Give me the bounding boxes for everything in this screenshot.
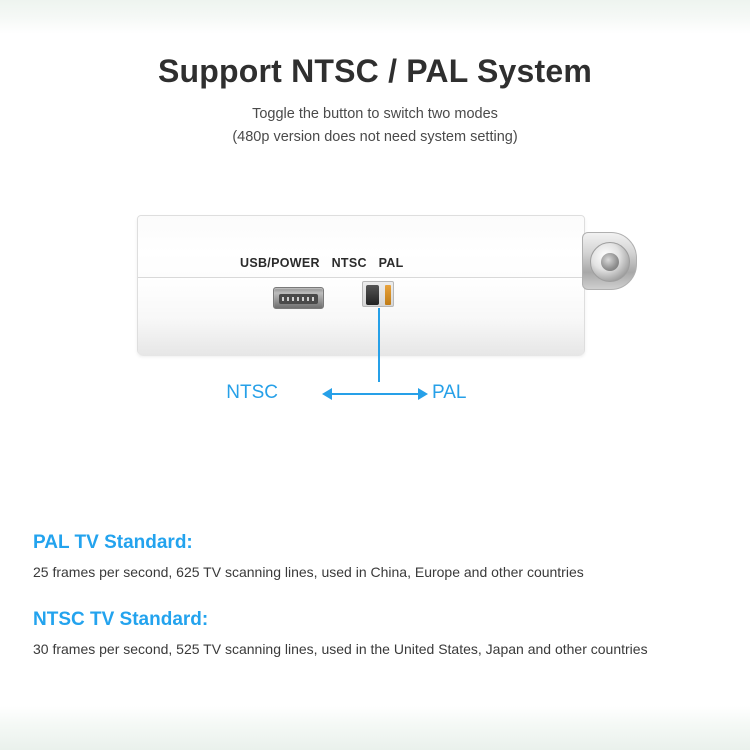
callout-label-pal: PAL	[432, 382, 467, 403]
callout-horizontal-line	[330, 393, 426, 395]
callout-vertical-line	[378, 308, 380, 382]
port-labels	[240, 256, 404, 270]
toggle-lever[interactable]	[366, 285, 379, 305]
bottom-gradient-band	[0, 706, 750, 750]
rca-center-hole	[601, 253, 619, 271]
label-pal: PAL	[378, 256, 404, 270]
subtitle-secondary: (480p version does not need system setting)	[232, 129, 518, 146]
label-usb-power: USB/POWER	[240, 256, 320, 270]
standards-info	[33, 532, 723, 658]
ntsc-standard-body: 30 frames per second, 525 TV scanning lines, used in the United States, Japan and other countries	[33, 641, 648, 658]
subtitle-primary: Toggle the button to switch two modes	[252, 106, 498, 123]
ntsc-pal-toggle-switch[interactable]	[362, 281, 394, 307]
ntsc-standard-heading: NTSC TV Standard:	[33, 609, 209, 631]
header	[0, 52, 750, 145]
usb-port-pins	[282, 297, 315, 301]
toggle-amber-indicator	[385, 285, 391, 305]
label-ntsc: NTSC	[331, 256, 367, 270]
arrow-right-icon	[418, 388, 428, 400]
pal-standard-body: 25 frames per second, 625 TV scanning lines, used in China, Europe and other countries	[33, 564, 584, 580]
rca-connector	[582, 232, 637, 290]
arrow-left-icon	[322, 388, 332, 400]
mini-usb-port-icon	[273, 287, 324, 309]
callout-label-ntsc: NTSC	[226, 382, 278, 403]
page-title: Support NTSC / PAL System	[157, 53, 593, 89]
switch-callout	[0, 308, 750, 428]
device-illustration	[0, 196, 750, 436]
pal-standard-heading: PAL TV Standard:	[33, 532, 193, 553]
top-gradient-band	[0, 0, 750, 34]
